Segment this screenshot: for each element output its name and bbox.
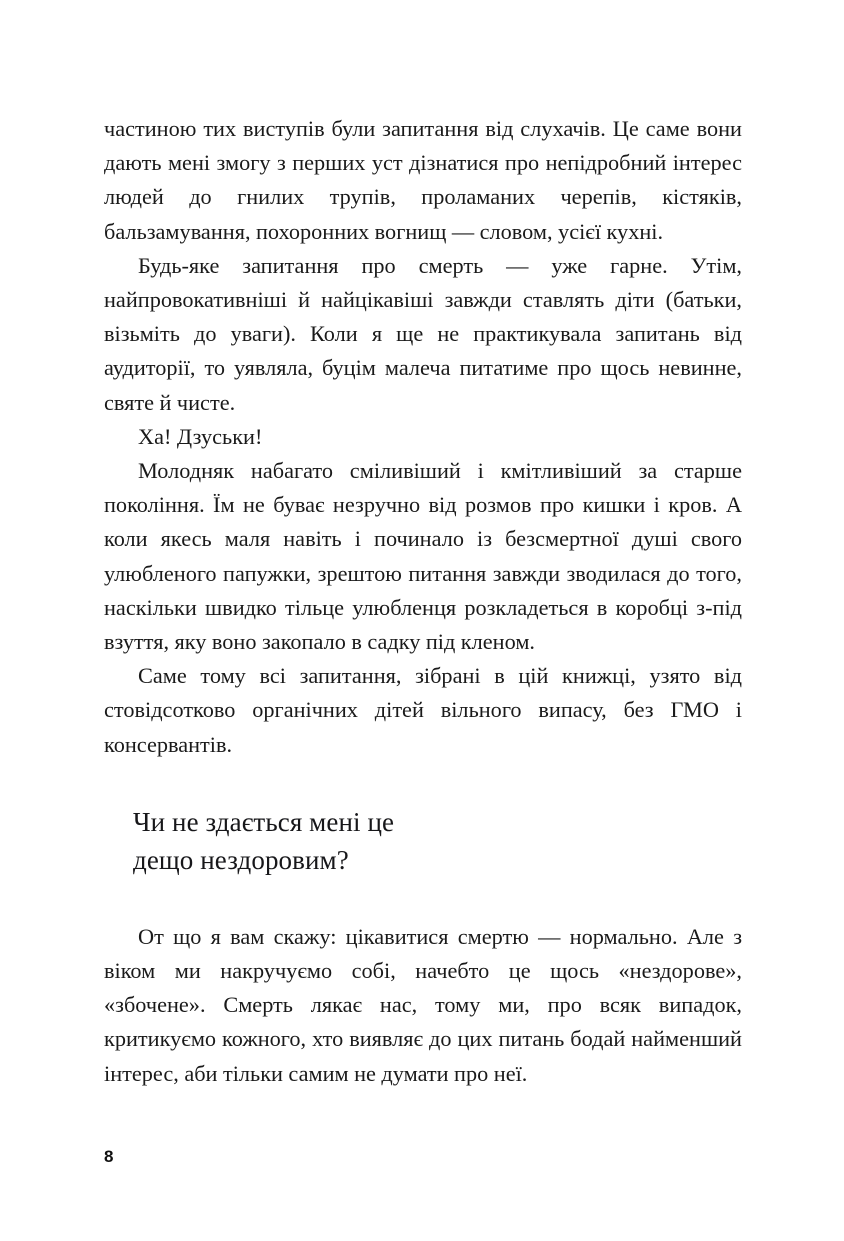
paragraph-exclamation: Ха! Дзуськи! (138, 423, 263, 449)
paragraph-continuation: частиною тих виступів були запитання від слухачів. Це саме вони дають мені змогу з перших уст дізнатися про непідробний інтерес людей до гнилих трупів, проламаних черепів, кістяків, бальзамування, похоронних вогнищ — словом, усієї кухні. (104, 116, 742, 244)
section-heading (104, 803, 742, 879)
section-heading-line-1: Чи не здається мені це (133, 806, 395, 837)
paragraph: Молодняк набагато сміливіший і кмітливіший за старше покоління. Їм не буває незручно від розмов про кишки і кров. А коли якесь маля навіть і починало із безсмертної душі свого улюбленого папужки, зрештою питання завжди зводилася до того, наскільки швидко тільце улюбленця розкладеться в коробці з-під взуття, яку воно закопало в садку під кленом. (104, 458, 742, 655)
text-column (104, 112, 742, 1091)
heading-spacer-bottom (104, 879, 742, 920)
paragraph: Саме тому всі запитання, зібрані в цій книжці, узято від стовідсотково органічних дітей вільного випасу, без ГМО і консервантів. (104, 663, 742, 757)
heading-spacer-top (104, 762, 742, 803)
page-number: 8 (104, 1147, 114, 1166)
paragraph: От що я вам скажу: цікавитися смертю — нормально. Але з віком ми накручуємо собі, начебто це щось «нездорове», «збочене». Смерть лякає нас, тому ми, про всяк випадок, критикуємо кожного, хто виявляє до цих питань бодай найменший інтерес, аби тільки самим не думати про неї. (104, 923, 742, 1086)
section-heading-line-2: дещо нездоровим? (133, 844, 349, 875)
paragraph: Будь-яке запитання про смерть — уже гарне. Утім, найпровокативніші й найцікавіші завжди ставлять діти (батьки, візьміть до уваги). Коли я ще не практикувала запитань від аудиторії, то уявляла, буцім малеча питатиме про щось невинне, святе й чисте. (104, 252, 742, 415)
